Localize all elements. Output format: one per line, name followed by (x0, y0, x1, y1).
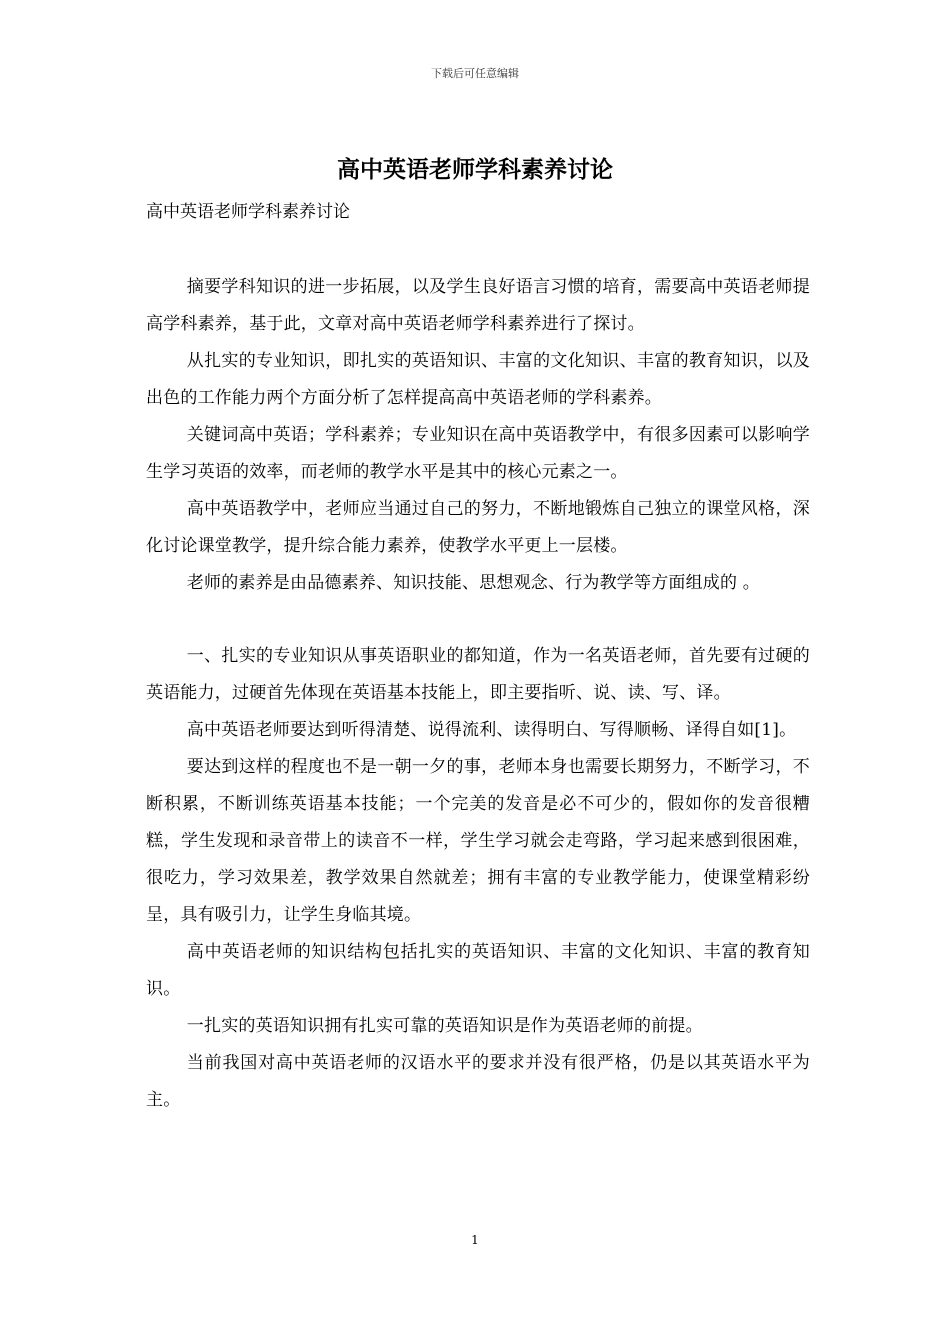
document-subtitle: 高中英语老师学科素养讨论 (146, 202, 350, 222)
paragraph: 老师的素养是由品德素养、知识技能、思想观念、行为教学等方面组成的 。 (186, 573, 760, 593)
paragraph-keywords: 关键词高中英语；学科素养；专业知识在高中英语教学中，有很多因素可以影响学生学习英语的效率，而老师的教学水平是其中的核心元素之一。 (146, 425, 810, 482)
paragraph: 高中英语老师要达到听得清楚、说得流利、读得明白、写得顺畅、译得自如[1]。 (186, 720, 797, 740)
document-title: 高中英语老师学科素养讨论 (337, 156, 613, 183)
paragraph-section-heading: 一、扎实的专业知识从事英语职业的都知道，作为一名英语老师，首先要有过硬的英语能力，过硬首先体现在英语基本技能上，即主要指听、说、读、写、译。 (146, 646, 810, 703)
paragraph: 要达到这样的程度也不是一朝一夕的事，老师本身也需要长期努力，不断学习，不断积累，不断训练英语基本技能；一个完美的发音是必不可少的，假如你的发音很糟糕，学生发现和录音带上的读音不一样，学生学习就会走弯路，学习起来感到很困难，很吃力，学习效果差，教学效果自然就差；拥有丰富的专业教学能力，使课堂精彩纷呈，具有吸引力，让学生身临其境。 (146, 757, 810, 925)
paragraph: 一扎实的英语知识拥有扎实可靠的英语知识是作为英语老师的前提。 (186, 1016, 703, 1036)
paragraph-abstract: 摘要学科知识的进一步拓展，以及学生良好语言习惯的培育，需要高中英语老师提高学科素养，基于此，文章对高中英语老师学科素养进行了探讨。 (146, 277, 810, 334)
header-note: 下载后可任意编辑 (431, 67, 519, 80)
page-number: 1 (471, 1233, 479, 1247)
paragraph: 高中英语教学中，老师应当通过自己的努力，不断地锻炼自己独立的课堂风格，深化讨论课堂教学，提升综合能力素养，使教学水平更上一层楼。 (146, 499, 810, 556)
document-body (146, 269, 810, 1119)
paragraph: 高中英语老师的知识结构包括扎实的英语知识、丰富的文化知识、丰富的教育知识。 (146, 942, 810, 999)
paragraph: 当前我国对高中英语老师的汉语水平的要求并没有很严格，仍是以其英语水平为主。 (146, 1053, 810, 1110)
paragraph: 从扎实的专业知识，即扎实的英语知识、丰富的文化知识、丰富的教育知识，以及出色的工作能力两个方面分析了怎样提高高中英语老师的学科素养。 (146, 351, 810, 408)
